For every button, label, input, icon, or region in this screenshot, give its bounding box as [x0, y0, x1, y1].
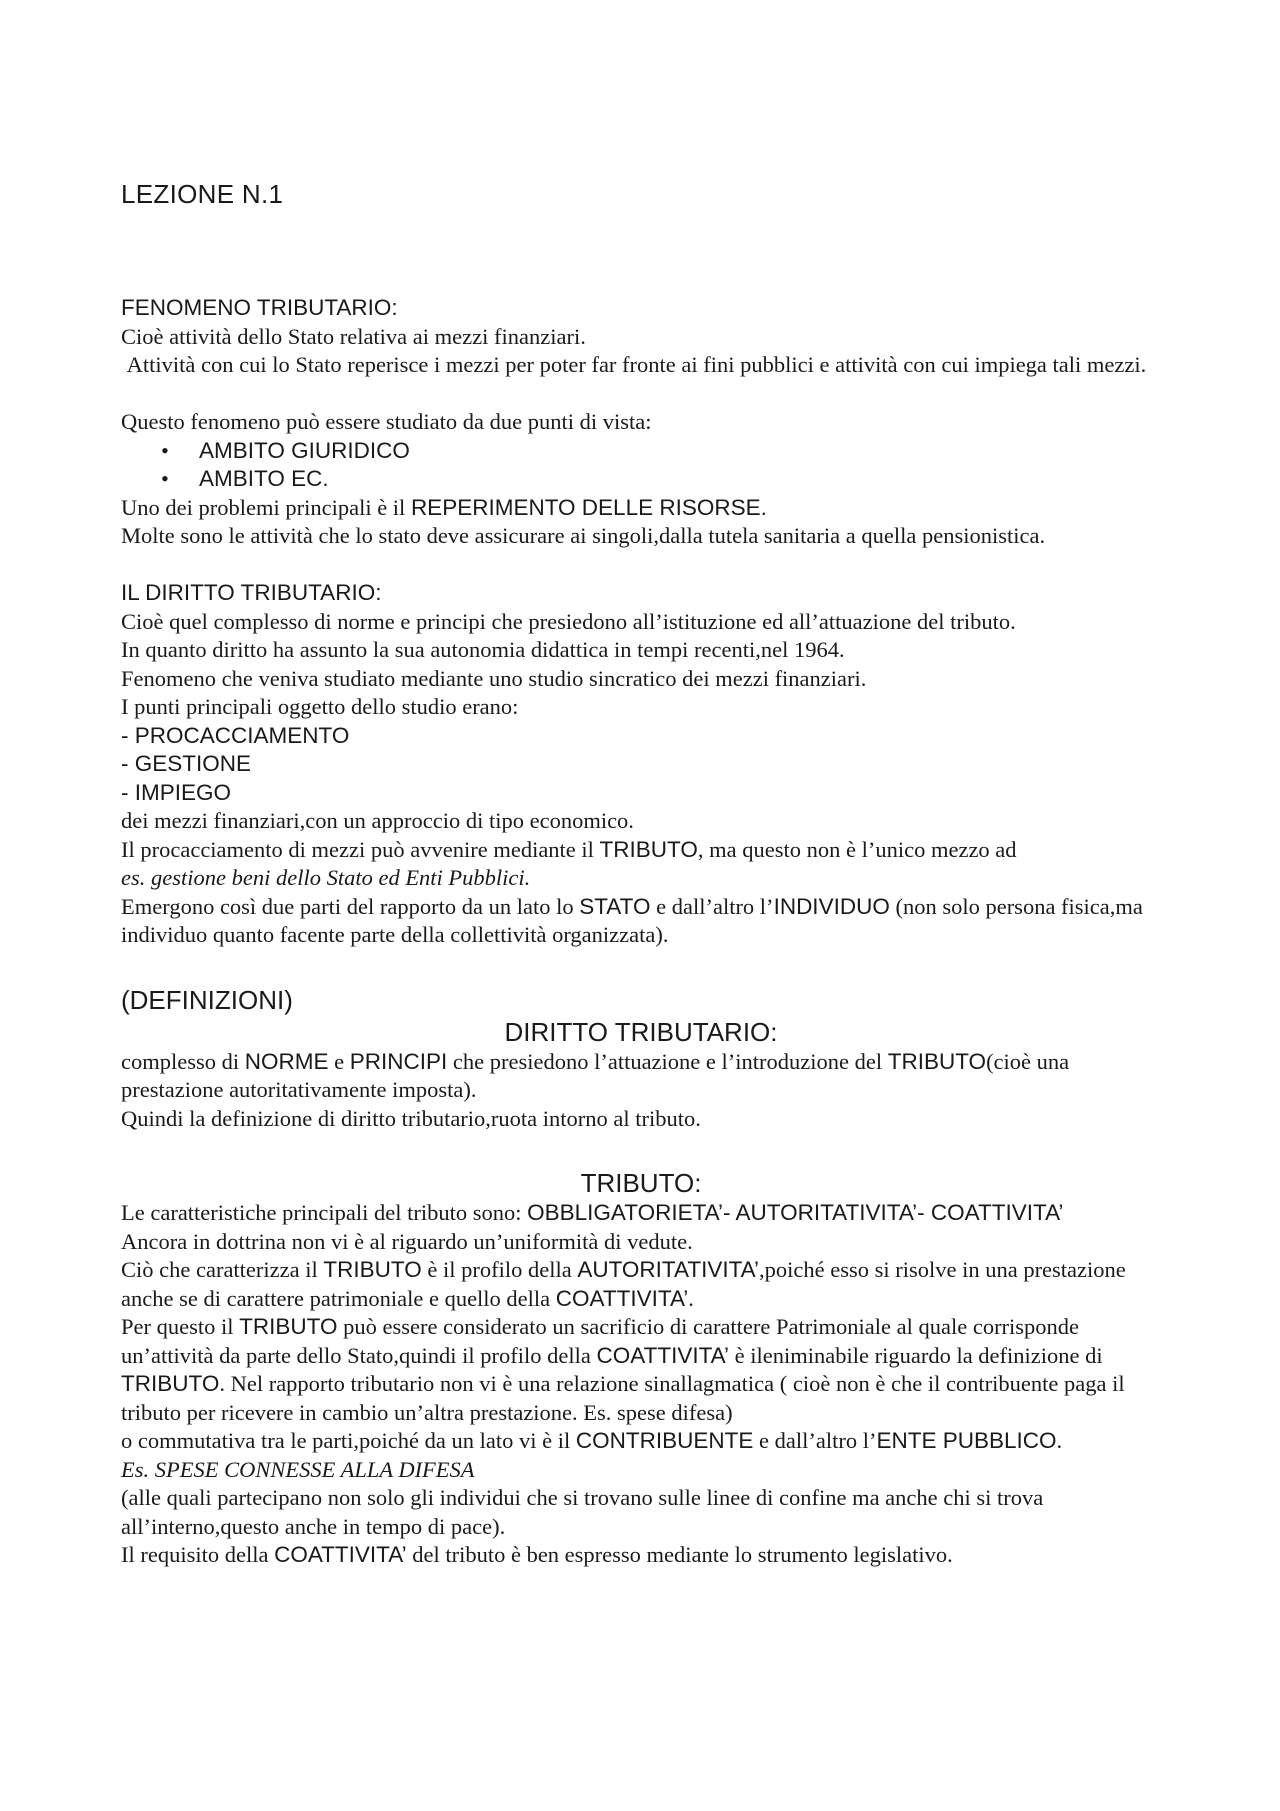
subheading-tributo: TRIBUTO: [580, 1168, 702, 1198]
text-span: COATTIVITA’ [274, 1542, 407, 1567]
text-span: del tributo è ben espresso mediante lo strumento legislativo. [406, 1542, 953, 1567]
paragraph: Questo fenomeno può essere studiato da due punti di vista: [121, 409, 652, 434]
text-span: , ma questo non è l’unico mezzo ad [697, 836, 1017, 862]
list-item [121, 437, 1161, 466]
text-span: Per questo il [121, 1314, 240, 1339]
paragraph [121, 1541, 1161, 1570]
text-span: Le caratteristiche principali del tributo sono: [121, 1200, 528, 1225]
text-span: e dall’altro l’ [753, 1428, 877, 1453]
paragraph [121, 1256, 1161, 1313]
bullet-icon: • [161, 437, 169, 463]
paragraph [121, 893, 1161, 950]
paragraph [121, 1048, 1161, 1105]
paragraph: I punti principali oggetto dello studio erano: [121, 694, 519, 719]
text-span: Ciò che caratterizza il [121, 1257, 324, 1282]
paragraph: Cioè quel complesso di norme e principi che presiedono all’istituzione ed all’attuazione del tributo. [121, 608, 1016, 634]
text-span: è ileniminabile riguardo la definizione di [729, 1342, 1103, 1368]
text-span: AUTORITATIVITA’ [577, 1257, 759, 1282]
text-span: COATTIVITA’ [555, 1285, 689, 1311]
text-span: e dall’altro l’ [650, 893, 774, 919]
text-span: può essere considerato un sacrificio di carattere Patrimoniale al quale corrisponde un’attività da parte dello Stato,quindi il profilo della [121, 1314, 1080, 1368]
section-heading-fenomeno: FENOMENO TRIBUTARIO: [121, 295, 398, 320]
section-heading-diritto: IL DIRITTO TRIBUTARIO: [121, 580, 382, 605]
list-item: - IMPIEGO [121, 779, 232, 805]
text-span: o commutativa tra le parti,poiché da un lato vi è il [121, 1428, 576, 1453]
text-span: . [1056, 1428, 1063, 1453]
paragraph [121, 1199, 1161, 1228]
section-heading-definizioni: (DEFINIZIONI) [121, 984, 293, 1015]
paragraph: Cioè attività dello Stato relativa ai mezzi finanziari. [121, 323, 586, 349]
bullet-list [121, 437, 1161, 494]
list-item-label: AMBITO GIURIDICO [199, 437, 410, 463]
paragraph: dei mezzi finanziari,con un approccio di tipo economico. [121, 808, 634, 833]
text-span: TRIBUTO [239, 1314, 338, 1339]
text-span: e [328, 1048, 350, 1074]
text-span: ,poiché esso si risolve in una prestazione anche se di carattere patrimoniale e quello della [121, 1257, 1126, 1311]
bullet-icon: • [161, 466, 169, 491]
paragraph [121, 1427, 1161, 1456]
text-span: OBBLIGATORIETA’- AUTORITATIVITA’- COATTIVITA’ [527, 1200, 1064, 1225]
list-item: - GESTIONE [121, 751, 252, 776]
text-span: PRINCIPI [349, 1048, 448, 1074]
text-span: STATO [579, 893, 651, 919]
list-item [121, 465, 1161, 494]
text-span: Emergono così due parti del rapporto da un lato lo [121, 893, 580, 919]
paragraph [121, 1313, 1161, 1427]
paragraph: In quanto diritto ha assunto la sua autonomia didattica in tempi recenti,nel 1964. [121, 637, 845, 662]
text-span: TRIBUTO [323, 1257, 422, 1282]
text-span: TRIBUTO [887, 1048, 987, 1074]
paragraph: (alle quali partecipano non solo gli individui che si trovano sulle linee di confine ma anche chi si trova all’interno,questo anche in tempo di pace). [121, 1485, 1044, 1539]
text-span: TRIBUTO [121, 1371, 220, 1396]
paragraph: Ancora in dottrina non vi è al riguardo un’uniformità di vedute. [121, 1228, 693, 1254]
paragraph: Quindi la definizione di diritto tributario,ruota intorno al tributo. [121, 1105, 701, 1131]
list-item-label: AMBITO EC. [199, 466, 329, 491]
paragraph [121, 494, 1161, 523]
text-span: TRIBUTO [599, 836, 698, 862]
text-span: NORME [244, 1048, 329, 1074]
paragraph: Es. SPESE CONNESSE ALLA DIFESA [121, 1456, 475, 1482]
paragraph: Molte sono le attività che lo stato deve assicurare ai singoli,dalla tutela sanitaria a quella pensionistica. [121, 523, 1046, 548]
text-span: Il requisito della [121, 1542, 275, 1567]
text-span: (cioè una prestazione autoritativamente imposta). [121, 1048, 1070, 1102]
paragraph: es. gestione beni dello Stato ed Enti Pubblici. [121, 865, 531, 890]
text-span: (non solo persona fisica,ma individuo quanto facente parte della collettività organizzata). [121, 893, 1143, 947]
subheading-diritto-tributario: DIRITTO TRIBUTARIO: [504, 1016, 778, 1047]
paragraph: Fenomeno che veniva studiato mediante uno studio sincratico dei mezzi finanziari. [121, 665, 867, 691]
text-span: è il profilo della [421, 1257, 578, 1282]
text-span: REPERIMENTO DELLE RISORSE. [410, 494, 767, 520]
text-span: COATTIVITA’ [596, 1342, 730, 1368]
document-page [121, 178, 1161, 1570]
text-span: complesso di [121, 1048, 245, 1074]
text-span: Uno dei problemi principali è il [121, 494, 411, 520]
page-title: LEZIONE N.1 [121, 179, 284, 209]
list-item: - PROCACCIAMENTO [121, 722, 350, 748]
text-span: INDIVIDUO [773, 893, 890, 919]
text-span: . Nel rapporto tributario non vi è una relazione sinallagmatica ( cioè non è che il contribuente paga il tributo per ricevere in cambio un’altra prestazione. Es. spese difesa) [121, 1371, 1125, 1425]
text-span: che presiedono l’attuazione e l’introduzione del [447, 1048, 888, 1074]
text-span: ENTE PUBBLICO [876, 1428, 1057, 1453]
text-span: . [688, 1285, 694, 1311]
text-span: CONTRIBUENTE [575, 1428, 754, 1453]
paragraph: Attività con cui lo Stato reperisce i mezzi per poter far fronte ai fini pubblici e attività con cui impiega tali mezzi. [121, 352, 1147, 377]
paragraph [121, 836, 1161, 865]
text-span: Il procacciamento di mezzi può avvenire mediante il [121, 836, 600, 862]
